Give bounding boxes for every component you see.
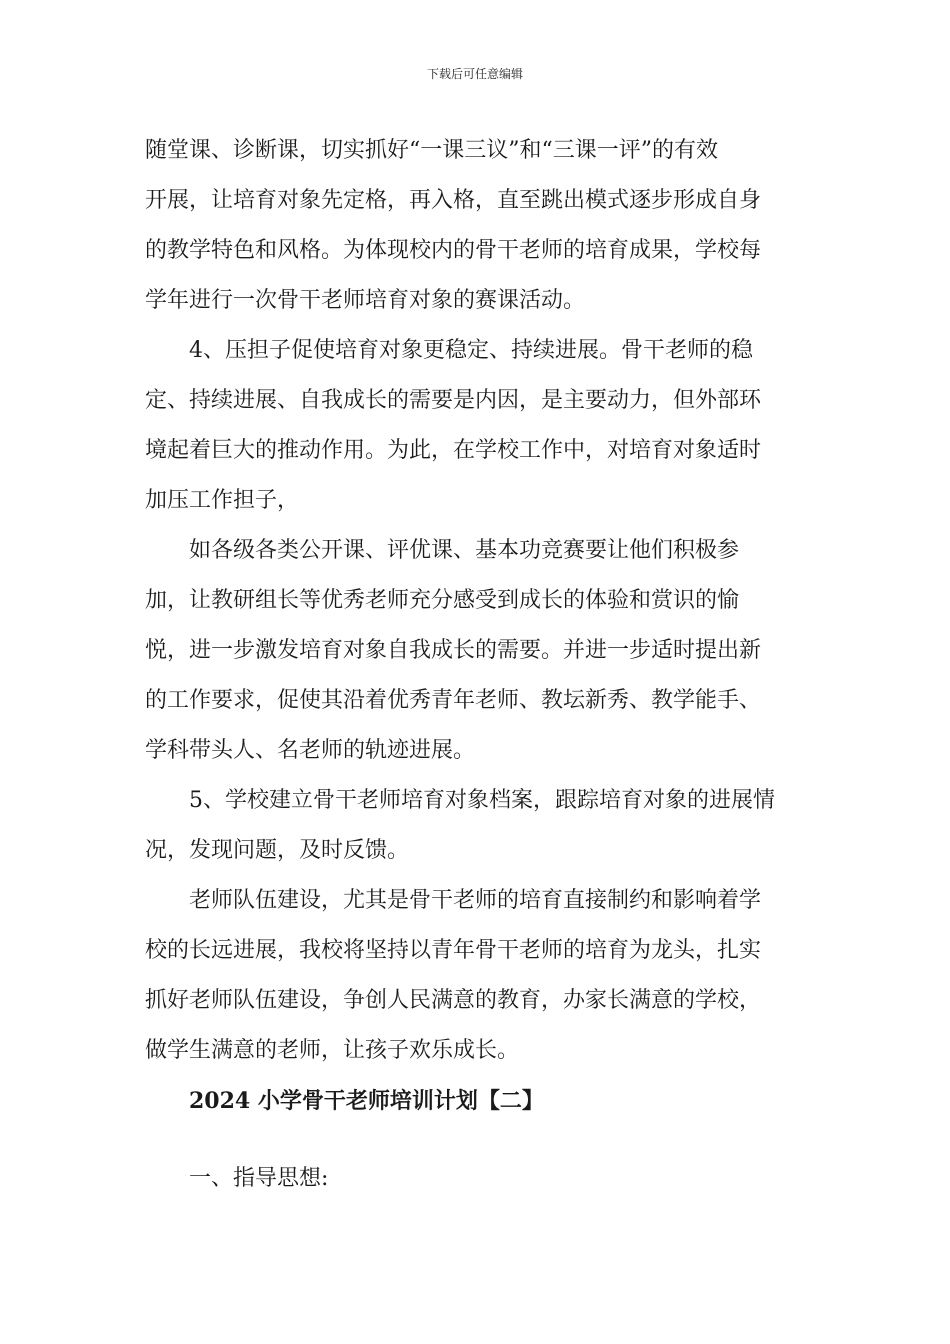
paragraph-5 xyxy=(145,876,805,1076)
paragraph-4 xyxy=(145,776,805,876)
section-spacer xyxy=(145,1126,805,1154)
paragraph-2 xyxy=(145,326,805,526)
paragraph-line: 的工作要求，促使其沿着优秀青年老师、教坛新秀、教学能手、 xyxy=(145,688,762,713)
paragraph-line: 抓好老师队伍建设，争创人民满意的教育，办家长满意的学校， xyxy=(145,988,762,1013)
paragraph-line: 老师队伍建设，尤其是骨干老师的培育直接制约和影响着学 xyxy=(189,888,762,913)
paragraph-line: 做学生满意的老师，让孩子欢乐成长。 xyxy=(145,1038,520,1063)
paragraph-line: 学年进行一次骨干老师培育对象的赛课活动。 xyxy=(145,288,586,313)
paragraph-line: 5、学校建立骨干老师培育对象档案，跟踪培育对象的进展情 xyxy=(189,788,775,813)
paragraph-line: 的教学特色和风格。为体现校内的骨干老师的培育成果，学校每 xyxy=(145,238,762,263)
document-body xyxy=(145,126,805,1204)
paragraph-line: 加，让教研组长等优秀老师充分感受到成长的体验和赏识的愉 xyxy=(145,588,740,613)
paragraph-line: 悦，进一步激发培育对象自我成长的需要。并进一步适时提出新 xyxy=(145,638,762,663)
paragraph-line: 如各级各类公开课、评优课、基本功竞赛要让他们积极参 xyxy=(189,538,740,563)
paragraph-line: 境起着巨大的推动作用。为此，在学校工作中，对培育对象适时 xyxy=(145,438,762,463)
paragraph-line: 随堂课、诊断课，切实抓好“一课三议”和“三课一评”的有效 xyxy=(145,138,718,163)
paragraph-1 xyxy=(145,126,805,326)
subsection-title: 一、指导思想: xyxy=(189,1166,329,1191)
paragraph-line: 开展，让培育对象先定格，再入格，直至跳出模式逐步形成自身 xyxy=(145,188,762,213)
paragraph-line: 加压工作担子， xyxy=(145,488,300,513)
paragraph-3 xyxy=(145,526,805,776)
paragraph-line: 学科带头人、名老师的轨迹进展。 xyxy=(145,738,476,763)
paragraph-line: 校的长远进展，我校将坚持以青年骨干老师的培育为龙头，扎实 xyxy=(145,938,762,963)
page-header-note: 下载后可任意编辑 xyxy=(426,67,523,81)
section-title: 2024 小学骨干老师培训计划【二】 xyxy=(189,1088,544,1114)
paragraph-line: 4、压担子促使培育对象更稳定、持续进展。骨干老师的稳 xyxy=(189,338,753,363)
paragraph-line: 定、持续进展、自我成长的需要是内因，是主要动力，但外部环 xyxy=(145,388,762,413)
paragraph-line: 况，发现问题，及时反馈。 xyxy=(145,838,410,863)
